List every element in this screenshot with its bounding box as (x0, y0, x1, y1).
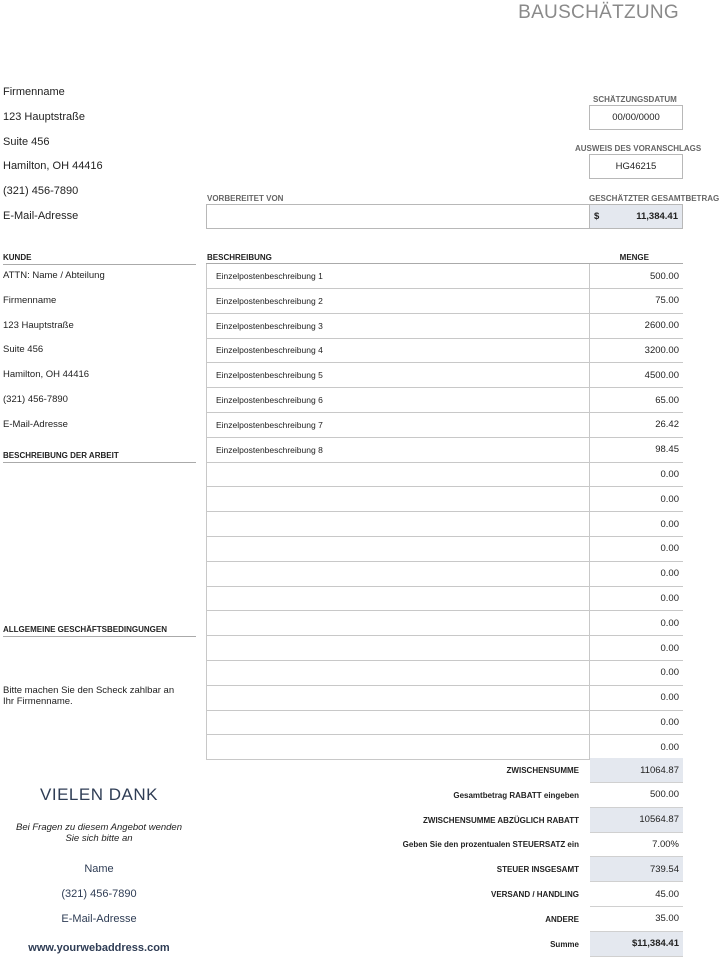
item-quantity-14[interactable]: 0.00 (590, 586, 683, 611)
summary-label-8: Summe (550, 939, 579, 949)
item-description-12[interactable] (206, 537, 590, 562)
item-quantity-15[interactable]: 0.00 (590, 611, 683, 636)
summary-label-3: ZWISCHENSUMME ABZÜGLICH RABATT (423, 815, 579, 825)
item-description-1[interactable]: Einzelpostenbeschreibung 1 (206, 264, 590, 289)
item-description-14[interactable] (206, 586, 590, 611)
contact-name: Name (84, 863, 114, 875)
item-quantity-17[interactable]: 0.00 (590, 661, 683, 686)
item-quantity-2[interactable]: 75.00 (590, 289, 683, 314)
questions-text: Bei Fragen zu diesem Angebot wenden Sie sich bitte an (15, 822, 182, 844)
summary-value-8: $11,384.41 (590, 932, 683, 957)
estimate-date-label: SCHÄTZUNGSDATUM (593, 95, 677, 104)
item-description-2[interactable]: Einzelpostenbeschreibung 2 (206, 289, 590, 314)
contact-email: E-Mail-Adresse (61, 913, 137, 925)
summary-label-7: ANDERE (545, 914, 579, 924)
table-header-quantity: MENGE (619, 253, 649, 262)
summary-label-5: STEUER INSGESAMT (496, 865, 579, 875)
customer-phone: (321) 456-7890 (3, 394, 68, 405)
item-description-8[interactable]: Einzelpostenbeschreibung 8 (206, 438, 590, 463)
work-description-header: BESCHREIBUNG DER ARBEIT (3, 451, 196, 463)
customer-city: Hamilton, OH 44416 (3, 369, 90, 380)
item-description-10[interactable] (206, 487, 590, 512)
customer-header: KUNDE (3, 253, 196, 265)
table-header-description: BESCHREIBUNG (207, 253, 272, 262)
item-quantity-9[interactable]: 0.00 (590, 462, 683, 487)
item-quantity-4[interactable]: 3200.00 (590, 338, 683, 363)
estimate-date-field[interactable]: 00/00/0000 (589, 105, 683, 130)
company-city: Hamilton, OH 44416 (3, 160, 103, 172)
item-description-9[interactable] (206, 462, 590, 487)
estimate-id-label: AUSWEIS DES VORANSCHLAGS (575, 144, 702, 153)
item-quantity-16[interactable]: 0.00 (590, 636, 683, 661)
terms-text: Bitte machen Sie den Scheck zahlbar an Ihr Firmenname. (3, 685, 175, 707)
summary-value-3: 10564.87 (590, 808, 683, 833)
customer-attn: ATTN: Name / Abteilung (3, 270, 105, 281)
terms-header: ALLGEMEINE GESCHÄFTSBEDINGUNGEN (3, 625, 196, 637)
item-description-18[interactable] (206, 686, 590, 711)
item-description-3[interactable]: Einzelpostenbeschreibung 3 (206, 314, 590, 339)
item-description-6[interactable]: Einzelpostenbeschreibung 6 (206, 388, 590, 413)
item-description-7[interactable]: Einzelpostenbeschreibung 7 (206, 413, 590, 438)
item-quantity-6[interactable]: 65.00 (590, 388, 683, 413)
company-suite: Suite 456 (3, 136, 50, 148)
company-street: 123 Hauptstraße (3, 111, 85, 123)
estimated-total-value: 11,384.41 (636, 211, 678, 222)
item-quantity-19[interactable]: 0.00 (590, 710, 683, 735)
estimated-total-label: GESCHÄTZTER GESAMTBETRAG (589, 194, 719, 203)
item-description-17[interactable] (206, 661, 590, 686)
thank-you-heading: VIELEN DANK (40, 785, 158, 804)
item-quantity-8[interactable]: 98.45 (590, 438, 683, 463)
item-description-16[interactable] (206, 636, 590, 661)
customer-suite: Suite 456 (3, 344, 44, 355)
item-quantity-13[interactable]: 0.00 (590, 562, 683, 587)
company-phone: (321) 456-7890 (3, 185, 79, 197)
document-title: BAUSCHÄTZUNG (518, 2, 679, 23)
prepared-by-label: VORBEREITET VON (207, 194, 284, 203)
customer-email: E-Mail-Adresse (3, 419, 68, 430)
summary-value-4[interactable]: 7.00% (590, 832, 683, 857)
summary-value-7[interactable]: 35.00 (590, 907, 683, 932)
prepared-by-field[interactable] (206, 204, 590, 229)
summary-value-1: 11064.87 (590, 758, 683, 783)
item-description-20[interactable] (206, 735, 590, 760)
item-quantity-3[interactable]: 2600.00 (590, 314, 683, 339)
summary-label-6: VERSAND / HANDLING (490, 890, 579, 899)
item-description-11[interactable] (206, 512, 590, 537)
item-quantity-10[interactable]: 0.00 (590, 487, 683, 512)
summary-value-6[interactable]: 45.00 (590, 882, 683, 907)
summary-label-2: Gesamtbetrag RABATT eingeben (453, 790, 579, 800)
summary-value-2[interactable]: 500.00 (590, 783, 683, 808)
estimated-total-currency: $ (594, 211, 600, 222)
item-description-13[interactable] (206, 562, 590, 587)
item-quantity-12[interactable]: 0.00 (590, 537, 683, 562)
company-email: E-Mail-Adresse (3, 210, 79, 222)
company-name: Firmenname (3, 86, 65, 98)
customer-street: 123 Hauptstraße (3, 320, 74, 331)
item-quantity-18[interactable]: 0.00 (590, 686, 683, 711)
item-description-19[interactable] (206, 710, 590, 735)
estimate-id-field[interactable]: HG46215 (589, 154, 683, 179)
item-quantity-5[interactable]: 4500.00 (590, 363, 683, 388)
item-description-4[interactable]: Einzelpostenbeschreibung 4 (206, 338, 590, 363)
item-quantity-20[interactable]: 0.00 (590, 735, 683, 760)
item-quantity-1[interactable]: 500.00 (590, 264, 683, 289)
item-description-15[interactable] (206, 611, 590, 636)
summary-label-4: Geben Sie den prozentualen STEUERSATZ ein (402, 840, 579, 850)
website-link[interactable]: www.yourwebaddress.com (28, 942, 170, 954)
summary-value-5: 739.54 (590, 857, 683, 882)
item-description-5[interactable]: Einzelpostenbeschreibung 5 (206, 363, 590, 388)
customer-name: Firmenname (3, 295, 57, 306)
estimated-total-field (589, 204, 683, 229)
summary-label-1: ZWISCHENSUMME (506, 766, 579, 775)
contact-phone: (321) 456-7890 (61, 888, 137, 900)
item-quantity-7[interactable]: 26.42 (590, 413, 683, 438)
item-quantity-11[interactable]: 0.00 (590, 512, 683, 537)
